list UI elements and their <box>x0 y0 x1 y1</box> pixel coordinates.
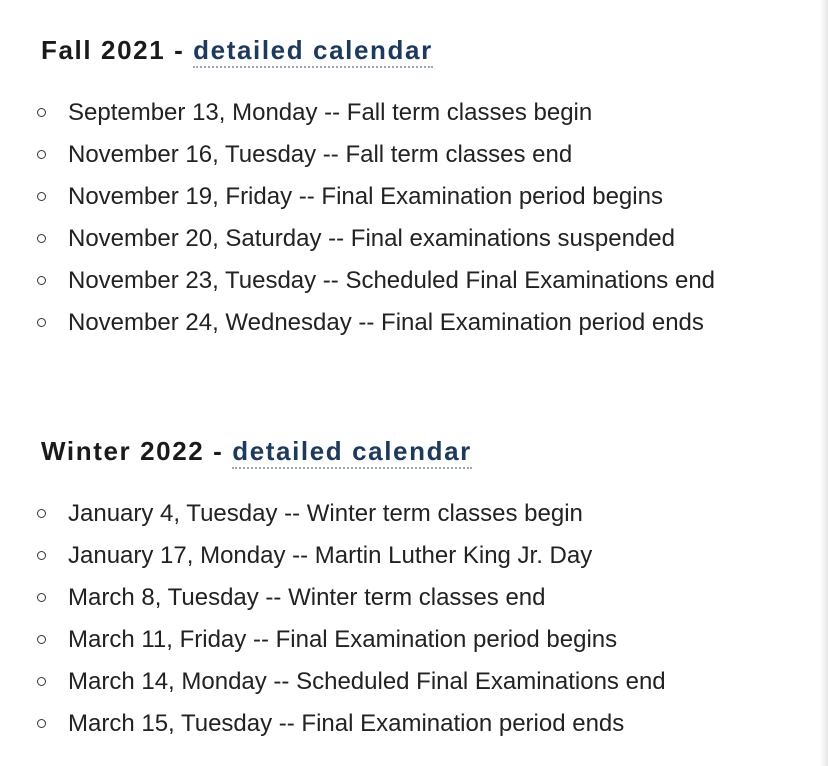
list-item <box>0 260 800 302</box>
date-list <box>0 92 800 344</box>
list-item <box>0 703 800 745</box>
term-heading <box>41 431 800 471</box>
circle-bullet-icon <box>37 318 46 327</box>
date-list <box>0 493 800 745</box>
detailed-calendar-link[interactable]: detailed calendar <box>232 436 472 469</box>
term-heading <box>41 30 800 70</box>
circle-bullet-icon <box>37 677 46 686</box>
list-item <box>0 493 800 535</box>
page-edge-shadow <box>820 0 828 766</box>
term-title: Winter 2022 <box>41 436 205 466</box>
list-item <box>0 661 800 703</box>
term-title: Fall 2021 <box>41 35 166 65</box>
date-text: November 23, Tuesday -- Scheduled Final Examinations end <box>68 267 716 294</box>
list-item <box>0 176 800 218</box>
list-item <box>0 619 800 661</box>
circle-bullet-icon <box>37 192 46 201</box>
circle-bullet-icon <box>37 719 46 728</box>
date-text: January 4, Tuesday -- Winter term classes begin <box>68 500 583 527</box>
list-item <box>0 577 800 619</box>
winter-2022-section <box>0 431 800 745</box>
date-text: March 8, Tuesday -- Winter term classes end <box>68 584 546 611</box>
circle-bullet-icon <box>37 635 46 644</box>
date-text: November 16, Tuesday -- Fall term classes end <box>68 141 573 168</box>
date-text: March 14, Monday -- Scheduled Final Examinations end <box>68 668 666 695</box>
heading-separator: - <box>204 436 233 466</box>
heading-separator: - <box>165 35 194 65</box>
detailed-calendar-link[interactable]: detailed calendar <box>193 35 433 68</box>
date-text: March 15, Tuesday -- Final Examination period ends <box>68 710 625 737</box>
date-text: January 17, Monday -- Martin Luther King Jr. Day <box>68 542 593 569</box>
circle-bullet-icon <box>37 108 46 117</box>
list-item <box>0 92 800 134</box>
date-text: November 24, Wednesday -- Final Examination period ends <box>68 309 704 336</box>
circle-bullet-icon <box>37 276 46 285</box>
list-item <box>0 302 800 344</box>
fall-2021-section <box>0 30 800 344</box>
date-text: September 13, Monday -- Fall term classes begin <box>68 99 593 126</box>
list-item <box>0 535 800 577</box>
circle-bullet-icon <box>37 234 46 243</box>
circle-bullet-icon <box>37 150 46 159</box>
date-text: November 19, Friday -- Final Examination period begins <box>68 183 663 210</box>
date-text: November 20, Saturday -- Final examinations suspended <box>68 225 675 252</box>
circle-bullet-icon <box>37 551 46 560</box>
date-text: March 11, Friday -- Final Examination period begins <box>68 626 618 653</box>
list-item <box>0 218 800 260</box>
circle-bullet-icon <box>37 593 46 602</box>
circle-bullet-icon <box>37 509 46 518</box>
list-item <box>0 134 800 176</box>
